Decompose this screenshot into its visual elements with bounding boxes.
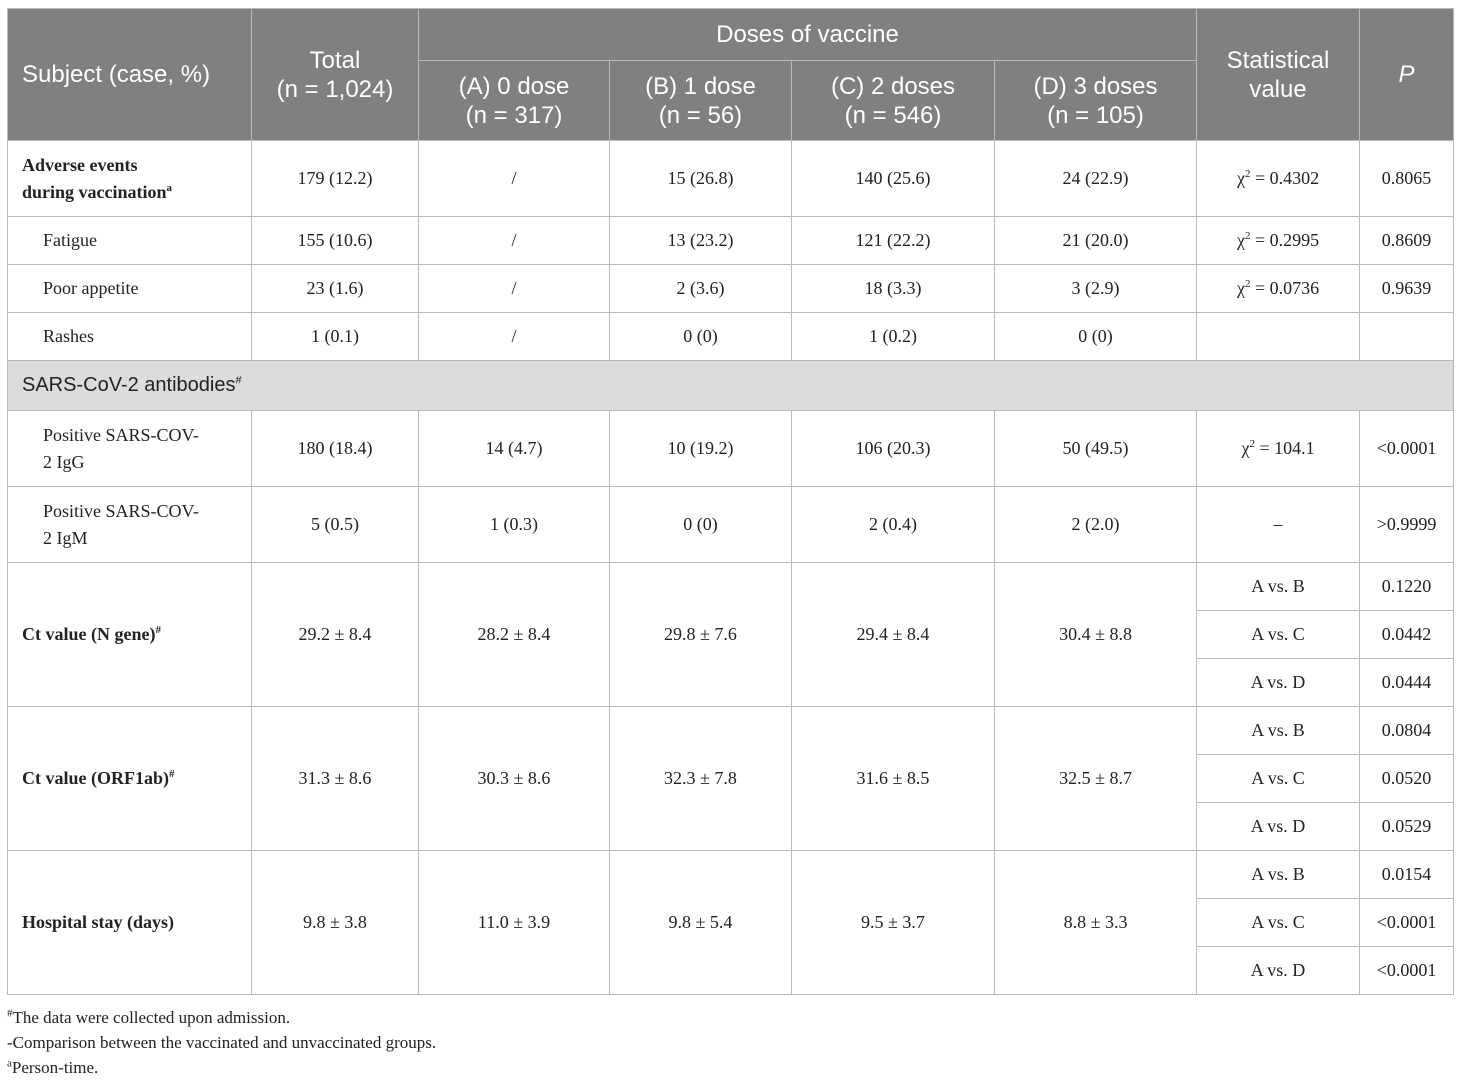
adverse-label-text: during vaccination bbox=[22, 181, 167, 202]
cell-dose-d: 3 (2.9) bbox=[995, 265, 1197, 313]
igg-label-line2: 2 IgG bbox=[43, 451, 85, 472]
header-dose-a bbox=[419, 61, 610, 141]
cell-p-value: 0.0529 bbox=[1360, 803, 1454, 851]
section-label: SARS-CoV-2 antibodies bbox=[22, 374, 236, 396]
header-dose-b bbox=[610, 61, 792, 141]
footnote-marker: # bbox=[169, 768, 175, 780]
footnote-text: The data were collected upon admission. bbox=[12, 1008, 291, 1027]
row-label-hospital-stay: Hospital stay (days) bbox=[8, 851, 252, 995]
header-dose-a-line2: (n = 317) bbox=[465, 101, 563, 129]
cell-dose-c: 18 (3.3) bbox=[792, 265, 995, 313]
row-label-igm bbox=[8, 487, 252, 563]
section-row bbox=[8, 361, 1454, 411]
header-stat-line2: value bbox=[1249, 75, 1307, 103]
cell-dose-a: / bbox=[419, 217, 610, 265]
cell-comparison: A vs. C bbox=[1197, 755, 1360, 803]
cell-dose-c: 29.4 ± 8.4 bbox=[792, 563, 995, 707]
cell-dose-a: 1 (0.3) bbox=[419, 487, 610, 563]
header-dose-d-line1: (D) 3 doses bbox=[1033, 72, 1158, 100]
cell-total: 180 (18.4) bbox=[252, 411, 419, 487]
cell-statistic bbox=[1197, 217, 1360, 265]
igg-label-line1: Positive SARS-COV- bbox=[43, 424, 199, 445]
cell-dose-b: 0 (0) bbox=[610, 313, 792, 361]
header-stat-line1: Statistical bbox=[1226, 46, 1330, 74]
footnote-person-time bbox=[7, 1055, 1447, 1080]
table-row bbox=[8, 487, 1454, 563]
header-total bbox=[252, 9, 419, 141]
cell-dose-b: 32.3 ± 7.8 bbox=[610, 707, 792, 851]
header-total-line2: (n = 1,024) bbox=[276, 75, 394, 103]
chi-exponent: 2 bbox=[1244, 168, 1251, 180]
row-label-rashes: Rashes bbox=[8, 313, 252, 361]
cell-dose-a: / bbox=[419, 313, 610, 361]
cell-statistic: – bbox=[1197, 487, 1360, 563]
cell-statistic bbox=[1197, 313, 1360, 361]
cell-p-value: <0.0001 bbox=[1360, 411, 1454, 487]
cell-dose-b: 29.8 ± 7.6 bbox=[610, 563, 792, 707]
cell-dose-d: 8.8 ± 3.3 bbox=[995, 851, 1197, 995]
cell-dose-a: 14 (4.7) bbox=[419, 411, 610, 487]
header-dose-b-line2: (n = 56) bbox=[658, 101, 743, 129]
footnote-marker: a bbox=[7, 1057, 12, 1070]
cell-p-value: 0.1220 bbox=[1360, 563, 1454, 611]
cell-p-value: 0.0154 bbox=[1360, 851, 1454, 899]
row-label-adverse-events bbox=[8, 141, 252, 217]
cell-p-value: >0.9999 bbox=[1360, 487, 1454, 563]
cell-dose-a: / bbox=[419, 265, 610, 313]
cell-total: 155 (10.6) bbox=[252, 217, 419, 265]
row-label-fatigue: Fatigue bbox=[8, 217, 252, 265]
footnote-marker: # bbox=[7, 1007, 13, 1020]
cell-comparison: A vs. B bbox=[1197, 851, 1360, 899]
cell-dose-a: 28.2 ± 8.4 bbox=[419, 563, 610, 707]
igm-label-line2: 2 IgM bbox=[43, 527, 88, 548]
header-p: P bbox=[1360, 9, 1454, 141]
cell-dose-c: 106 (20.3) bbox=[792, 411, 995, 487]
table-row bbox=[8, 265, 1454, 313]
cell-dose-d: 24 (22.9) bbox=[995, 141, 1197, 217]
cell-dose-b: 15 (26.8) bbox=[610, 141, 792, 217]
header-dose-c-line1: (C) 2 doses bbox=[830, 72, 956, 100]
cell-dose-c: 121 (22.2) bbox=[792, 217, 995, 265]
chi-symbol: χ bbox=[1236, 230, 1245, 250]
ct-n-label: Ct value (N gene) bbox=[22, 624, 156, 644]
cell-dose-a: / bbox=[419, 141, 610, 217]
cell-dose-c: 31.6 ± 8.5 bbox=[792, 707, 995, 851]
header-dose-a-line1: (A) 0 dose bbox=[458, 72, 570, 100]
cell-dose-b: 9.8 ± 5.4 bbox=[610, 851, 792, 995]
cell-dose-c: 2 (0.4) bbox=[792, 487, 995, 563]
ct-orf-label: Ct value (ORF1ab) bbox=[22, 768, 169, 788]
cell-comparison: A vs. B bbox=[1197, 707, 1360, 755]
statistic-value: = 0.4302 bbox=[1250, 168, 1320, 188]
cell-dose-b: 0 (0) bbox=[610, 487, 792, 563]
footnote-marker: # bbox=[155, 624, 161, 636]
cell-dose-d: 21 (20.0) bbox=[995, 217, 1197, 265]
cell-p-value: 0.8065 bbox=[1360, 141, 1454, 217]
table-row bbox=[8, 707, 1454, 755]
cell-dose-d: 32.5 ± 8.7 bbox=[995, 707, 1197, 851]
row-label-poor-appetite: Poor appetite bbox=[8, 265, 252, 313]
cell-dose-a: 30.3 ± 8.6 bbox=[419, 707, 610, 851]
chi-symbol: χ bbox=[1236, 278, 1245, 298]
footnote-admission bbox=[7, 1005, 1447, 1030]
cell-p-value: 0.0442 bbox=[1360, 611, 1454, 659]
cell-comparison: A vs. C bbox=[1197, 611, 1360, 659]
cell-total: 5 (0.5) bbox=[252, 487, 419, 563]
chi-exponent: 2 bbox=[1244, 278, 1251, 290]
cell-dose-a: 11.0 ± 3.9 bbox=[419, 851, 610, 995]
adverse-label-line2 bbox=[22, 179, 251, 206]
statistic-value: = 0.0736 bbox=[1250, 278, 1320, 298]
cell-statistic bbox=[1197, 141, 1360, 217]
igm-label-line1: Positive SARS-COV- bbox=[43, 500, 199, 521]
adverse-label-line1: Adverse events bbox=[22, 154, 138, 175]
cell-total: 179 (12.2) bbox=[252, 141, 419, 217]
header-statistical-value bbox=[1197, 9, 1360, 141]
cell-dose-d: 50 (49.5) bbox=[995, 411, 1197, 487]
chi-symbol: χ bbox=[1241, 438, 1250, 458]
cell-dose-c: 9.5 ± 3.7 bbox=[792, 851, 995, 995]
header-dose-c bbox=[792, 61, 995, 141]
header-dose-c-line2: (n = 546) bbox=[844, 101, 942, 129]
row-label-ct-n-gene bbox=[8, 563, 252, 707]
cell-p-value: 0.8609 bbox=[1360, 217, 1454, 265]
table-row bbox=[8, 851, 1454, 899]
table-row bbox=[8, 141, 1454, 217]
chi-exponent: 2 bbox=[1249, 438, 1255, 450]
table-row bbox=[8, 313, 1454, 361]
cell-dose-d: 2 (2.0) bbox=[995, 487, 1197, 563]
cell-comparison: A vs. D bbox=[1197, 659, 1360, 707]
table-row bbox=[8, 411, 1454, 487]
cell-p-value bbox=[1360, 313, 1454, 361]
cell-dose-b: 2 (3.6) bbox=[610, 265, 792, 313]
cell-p-value: 0.0444 bbox=[1360, 659, 1454, 707]
cell-dose-d: 30.4 ± 8.8 bbox=[995, 563, 1197, 707]
cell-dose-c: 1 (0.2) bbox=[792, 313, 995, 361]
footnote-text: Person-time. bbox=[11, 1058, 99, 1077]
cell-total: 29.2 ± 8.4 bbox=[252, 563, 419, 707]
statistic-value: = 0.2995 bbox=[1250, 230, 1320, 250]
chi-symbol: χ bbox=[1236, 168, 1245, 188]
cell-dose-b: 13 (23.2) bbox=[610, 217, 792, 265]
cell-dose-c: 140 (25.6) bbox=[792, 141, 995, 217]
data-table bbox=[7, 8, 1454, 995]
cell-total: 23 (1.6) bbox=[252, 265, 419, 313]
header-dose-d-line2: (n = 105) bbox=[1047, 101, 1144, 129]
cell-comparison: A vs. D bbox=[1197, 947, 1360, 995]
cell-comparison: A vs. B bbox=[1197, 563, 1360, 611]
cell-comparison: A vs. D bbox=[1197, 803, 1360, 851]
header-subject: Subject (case, %) bbox=[8, 9, 252, 141]
table-row bbox=[8, 217, 1454, 265]
cell-p-value: <0.0001 bbox=[1360, 899, 1454, 947]
table-footnotes bbox=[7, 1005, 1447, 1080]
header-doses: Doses of vaccine bbox=[419, 9, 1197, 61]
section-antibodies bbox=[8, 361, 1454, 411]
cell-total: 9.8 ± 3.8 bbox=[252, 851, 419, 995]
header-total-line1: Total bbox=[309, 46, 361, 74]
cell-p-value: 0.9639 bbox=[1360, 265, 1454, 313]
cell-statistic bbox=[1197, 265, 1360, 313]
cell-statistic bbox=[1197, 411, 1360, 487]
cell-p-value: <0.0001 bbox=[1360, 947, 1454, 995]
cell-dose-b: 10 (19.2) bbox=[610, 411, 792, 487]
cell-total: 31.3 ± 8.6 bbox=[252, 707, 419, 851]
row-label-ct-orf1ab bbox=[8, 707, 252, 851]
statistic-value: = 104.1 bbox=[1254, 438, 1315, 458]
row-label-igg bbox=[8, 411, 252, 487]
cell-p-value: 0.0520 bbox=[1360, 755, 1454, 803]
cell-p-value: 0.0804 bbox=[1360, 707, 1454, 755]
footnote-marker: a bbox=[166, 181, 173, 194]
header-dose-d bbox=[995, 61, 1197, 141]
cell-comparison: A vs. C bbox=[1197, 899, 1360, 947]
table-row bbox=[8, 563, 1454, 611]
cell-total: 1 (0.1) bbox=[252, 313, 419, 361]
chi-exponent: 2 bbox=[1244, 230, 1251, 242]
header-dose-b-line1: (B) 1 dose bbox=[645, 72, 756, 100]
cell-dose-d: 0 (0) bbox=[995, 313, 1197, 361]
footnote-marker: # bbox=[235, 374, 242, 387]
footnote-comparison: -Comparison between the vaccinated and unvaccinated groups. bbox=[7, 1033, 437, 1052]
